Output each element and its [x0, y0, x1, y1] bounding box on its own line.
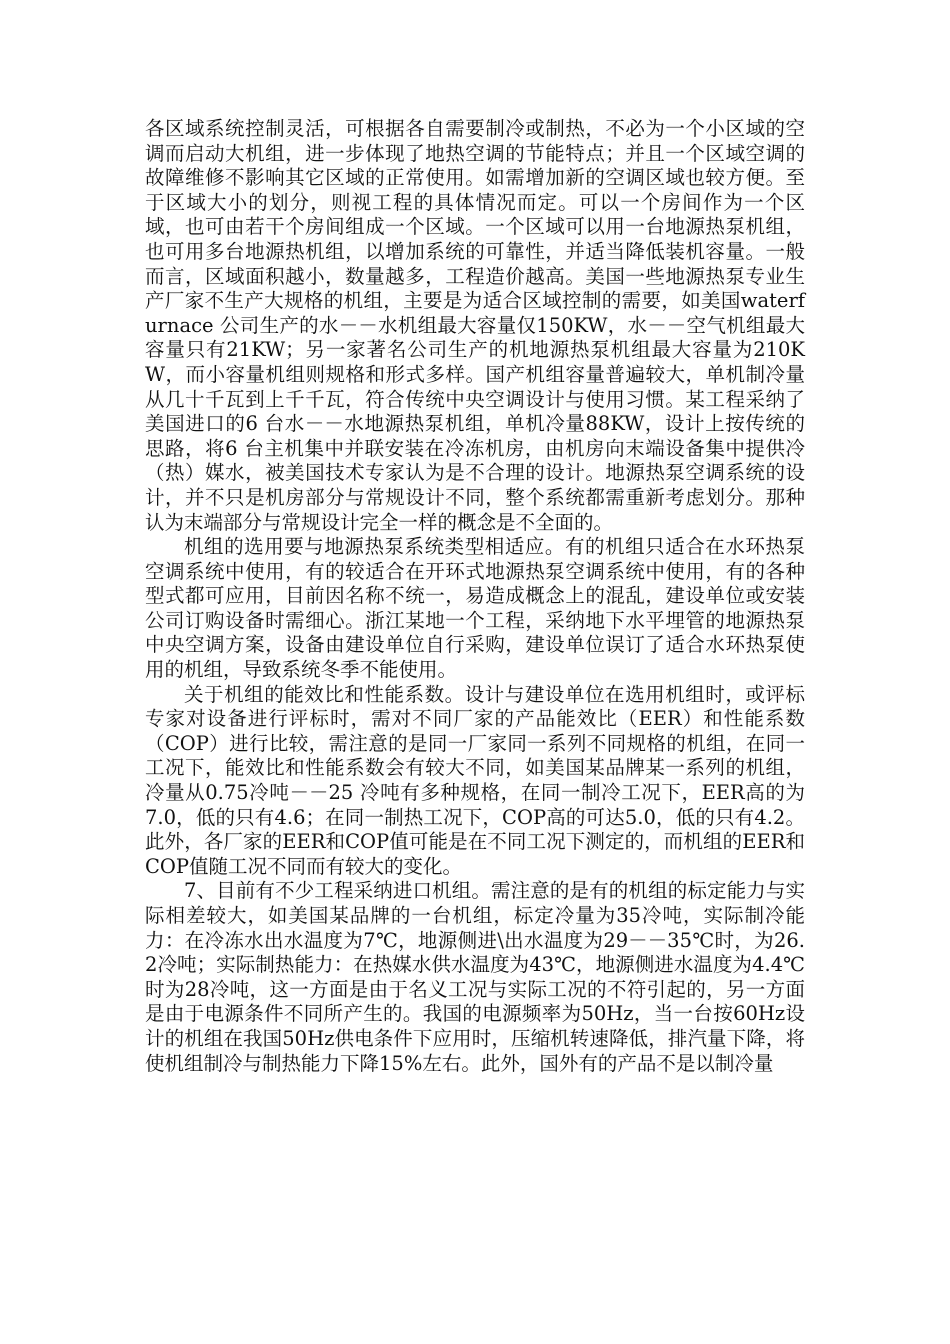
document-page: [145, 117, 805, 1076]
body-paragraph-2: 机组的选用要与地源热泵系统类型相适应。有的机组只适合在水环热泵空调系统中使用，有的较适合在开环式地源热泵空调系统中使用，有的各种型式都可应用，目前因名称不统一，易造成概念上的混乱，建设单位或安装公司订购设备时需细心。浙江某地一个工程，采纳地下水平埋管的地源热泵中央空调方案，设备由建设单位自行采购，建设单位误订了适合水环热泵使用的机组，导致系统冬季不能使用。: [145, 535, 805, 682]
body-paragraph-1: 各区域系统控制灵活，可根据各自需要制冷或制热，不必为一个小区域的空调而启动大机组，进一步体现了地热空调的节能特点；并且一个区域空调的故障维修不影响其它区域的正常使用。如需增加新的空调区域也较方便。至于区域大小的划分，则视工程的具体情况而定。可以一个房间作为一个区域，也可由若干个房间组成一个区域。一个区域可以用一台地源热泵机组，也可用多台地源热机组，以增加系统的可靠性，并适当降低装机容量。一般而言，区域面积越小，数量越多，工程造价越高。美国一些地源热泵专业生产厂家不生产大规格的机组，主要是为适合区域控制的需要，如美国waterfurnace 公司生产的水－－水机组最大容量仅150KW，水－－空气机组最大容量只有21KW；另一家著名公司生产的机地源热泵机组最大容量为210KW，而小容量机组则规格和形式多样。国产机组容量普遍较大，单机制冷量从几十千瓦到上千千瓦，符合传统中央空调设计与使用习惯。某工程采纳了美国进口的6 台水－－水地源热泵机组，单机冷量88KW，设计上按传统的思路，将6 台主机集中并联安装在冷冻机房，由机房向末端设备集中提供冷（热）媒水，被美国技术专家认为是不合理的设计。地源热泵空调系统的设计，并不只是机房部分与常规设计不同，整个系统都需重新考虑划分。那种认为末端部分与常规设计完全一样的概念是不全面的。: [145, 117, 805, 534]
body-paragraph-3: 关于机组的能效比和性能系数。设计与建设单位在选用机组时，或评标专家对设备进行评标时，需对不同厂家的产品能效比（EER）和性能系数（COP）进行比较，需注意的是同一厂家同一系列不同规格的机组，在同一工况下，能效比和性能系数会有较大不同，如美国某品牌某一系列的机组，冷量从0.75冷吨－－25 冷吨有多种规格，在同一制冷工况下，EER高的为7.0，低的只有4.6；在同一制热工况下，COP高的可达5.0，低的只有4.2。此外，各厂家的EER和COP值可能是在不同工况下测定的，而机组的EER和COP值随工况不同而有较大的变化。: [145, 682, 805, 878]
body-paragraph-4: 7、目前有不少工程采纳进口机组。需注意的是有的机组的标定能力与实际相差较大，如美国某品牌的一台机组，标定冷量为35冷吨，实际制冷能力：在冷冻水出水温度为7℃，地源侧进\出水温度为29－－35℃时，为26.2冷吨；实际制热能力：在热媒水供水温度为43℃，地源侧进水温度为4.4℃时为28冷吨，这一方面是由于名义工况与实际工况的不符引起的，另一方面是由于电源条件不同所产生的。我国的电源频率为50Hz，当一台按60Hz设计的机组在我国50Hz供电条件下应用时，压缩机转速降低，排汽量下降，将使机组制冷与制热能力下降15%左右。此外，国外有的产品不是以制冷量: [145, 879, 805, 1075]
